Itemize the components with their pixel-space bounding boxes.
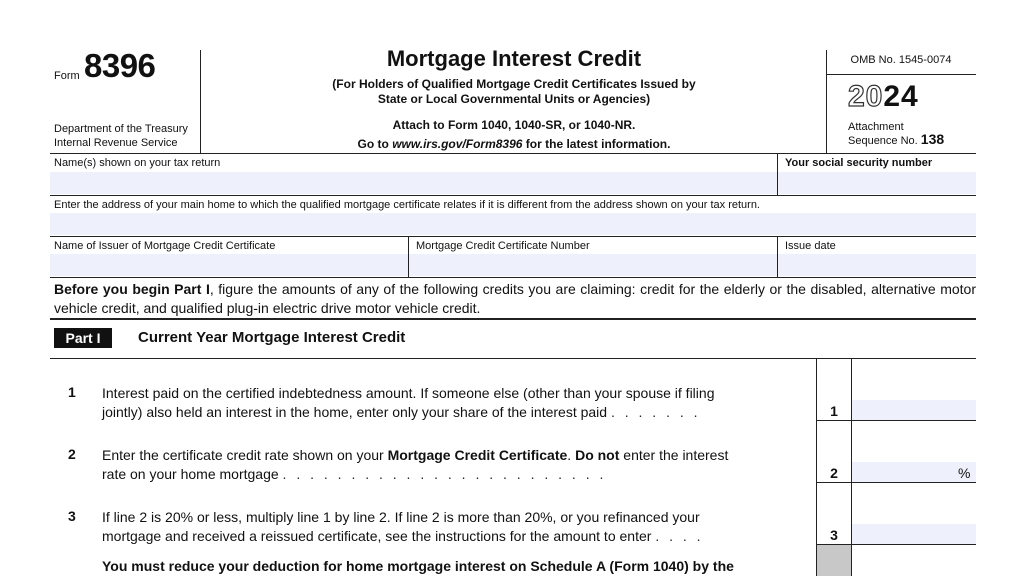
form-title: Mortgage Interest Credit [386,46,642,71]
department [54,122,188,150]
sequence-label: Sequence No. [848,135,918,147]
part1-top-rule [50,318,976,320]
line2-text-a1: Enter the certificate credit rate shown on your [102,447,388,463]
line1-text-b: jointly) also held an interest in the home, enter only your share of the interest paid [102,404,608,420]
line3-text-a: If line 2 is 20% or less, multiply line 1 by line 2. If line 2 is more than 20%, or you refinanced your [102,509,700,525]
line3-box-number: 3 [830,527,838,543]
line3-text-b: mortgage and received a reissued certificate, see the instructions for the amount to enter [102,528,652,544]
subtitle-line2: State or Local Governmental Units or Agencies) [377,92,651,106]
line2-text-a-bold: Mortgage Credit Certificate [387,447,568,463]
names-label: Name(s) shown on your tax return [54,157,221,169]
line2-box-number: 2 [830,465,838,481]
address-label: Enter the address of your main home to which the qualified mortgage certificate relates if it is different from the address shown on your tax return. [54,199,760,211]
attachment-label: Attachment [848,121,904,133]
ssn-input[interactable] [778,172,976,194]
form-number: 8396 [84,47,156,84]
names-input[interactable] [50,172,777,194]
irs-url-link[interactable]: www.irs.gov/Form8396 [392,137,523,151]
year-solid: 24 [883,80,919,113]
issue-date-input[interactable] [778,254,976,276]
line3-amount-input[interactable] [852,524,976,544]
header-divider-left [200,50,201,153]
issuer-top-rule [50,236,976,237]
line2-text-a-bold2: Do not [575,447,620,463]
line1-bottom-rule [816,420,976,421]
line2-text [102,446,802,484]
line1-dots: . . . . . . . [610,404,701,420]
shaded-box [817,545,851,576]
header-divider-right [826,50,827,153]
goto-line [204,135,824,154]
issuer-bottom-rule [50,277,976,278]
line1-box-number: 1 [830,403,838,419]
year-outline: 20 [848,80,884,113]
issuer-input[interactable] [50,254,408,276]
line2-text-a2: . [567,447,576,463]
sequence-number: 138 [920,131,945,147]
line2-text-b: rate on your home mortgage [102,466,279,482]
omb-number: OMB No. 1545-0074 [850,54,952,66]
department-line2: Internal Revenue Service [54,137,178,149]
issue-date-label: Issue date [785,240,836,252]
line3-text [102,508,802,546]
line1-text-a: Interest paid on the certified indebtedness amount. If someone else (other than your spouse if filing [102,385,715,401]
part1-badge: Part I [54,328,112,348]
certificate-label: Mortgage Credit Certificate Number [416,240,590,252]
line1-number: 1 [68,384,76,400]
reduce-deduction-note: You must reduce your deduction for home mortgage interest on Schedule A (Form 1040) by the [102,558,734,574]
ssn-label: Your social security number [785,157,933,169]
goto-prefix: Go to [357,137,393,151]
line3-dots: . . . . [655,528,704,544]
department-line1: Department of the Treasury [54,123,188,135]
attach-instructions [204,116,824,154]
form-subtitle [204,77,824,107]
part1-bottom-rule [50,358,976,359]
certificate-input[interactable] [409,254,777,276]
line1-amount-input[interactable] [852,400,976,420]
before-you-begin-text: , figure the amounts of any of the following credits you are claiming: credit for the elderly or the disabled, alternative motor vehicle credit, and qualified plug-in electric drive motor vehicle credit. [54,281,977,316]
issuer-label: Name of Issuer of Mortgage Credit Certificate [54,240,276,252]
header-bottom-rule [50,153,976,154]
line3-number: 3 [68,508,76,524]
line2-text-a3: enter the interest [619,447,729,463]
part1-title: Current Year Mortgage Interest Credit [138,329,406,346]
subtitle-line1: (For Holders of Qualified Mortgage Credit Certificates Issued by [332,77,696,91]
line2-percent-sign: % [958,465,971,481]
address-input[interactable] [50,213,976,235]
address-top-rule [50,195,976,196]
line2-dots: . . . . . . . . . . . . . . . . . . . . . . . . [282,466,607,482]
attach-line: Attach to Form 1040, 1040-SR, or 1040-NR. [392,118,636,132]
tax-year [848,80,919,114]
omb-divider [826,74,976,75]
form-label: Form [54,70,80,82]
before-you-begin [54,280,976,318]
line2-number: 2 [68,446,76,462]
before-you-begin-bold: Before you begin Part I [54,281,210,297]
attachment-sequence [848,121,944,147]
goto-suffix: for the latest information. [522,137,671,151]
line1-text [102,384,802,422]
line2-bottom-rule [816,482,976,483]
